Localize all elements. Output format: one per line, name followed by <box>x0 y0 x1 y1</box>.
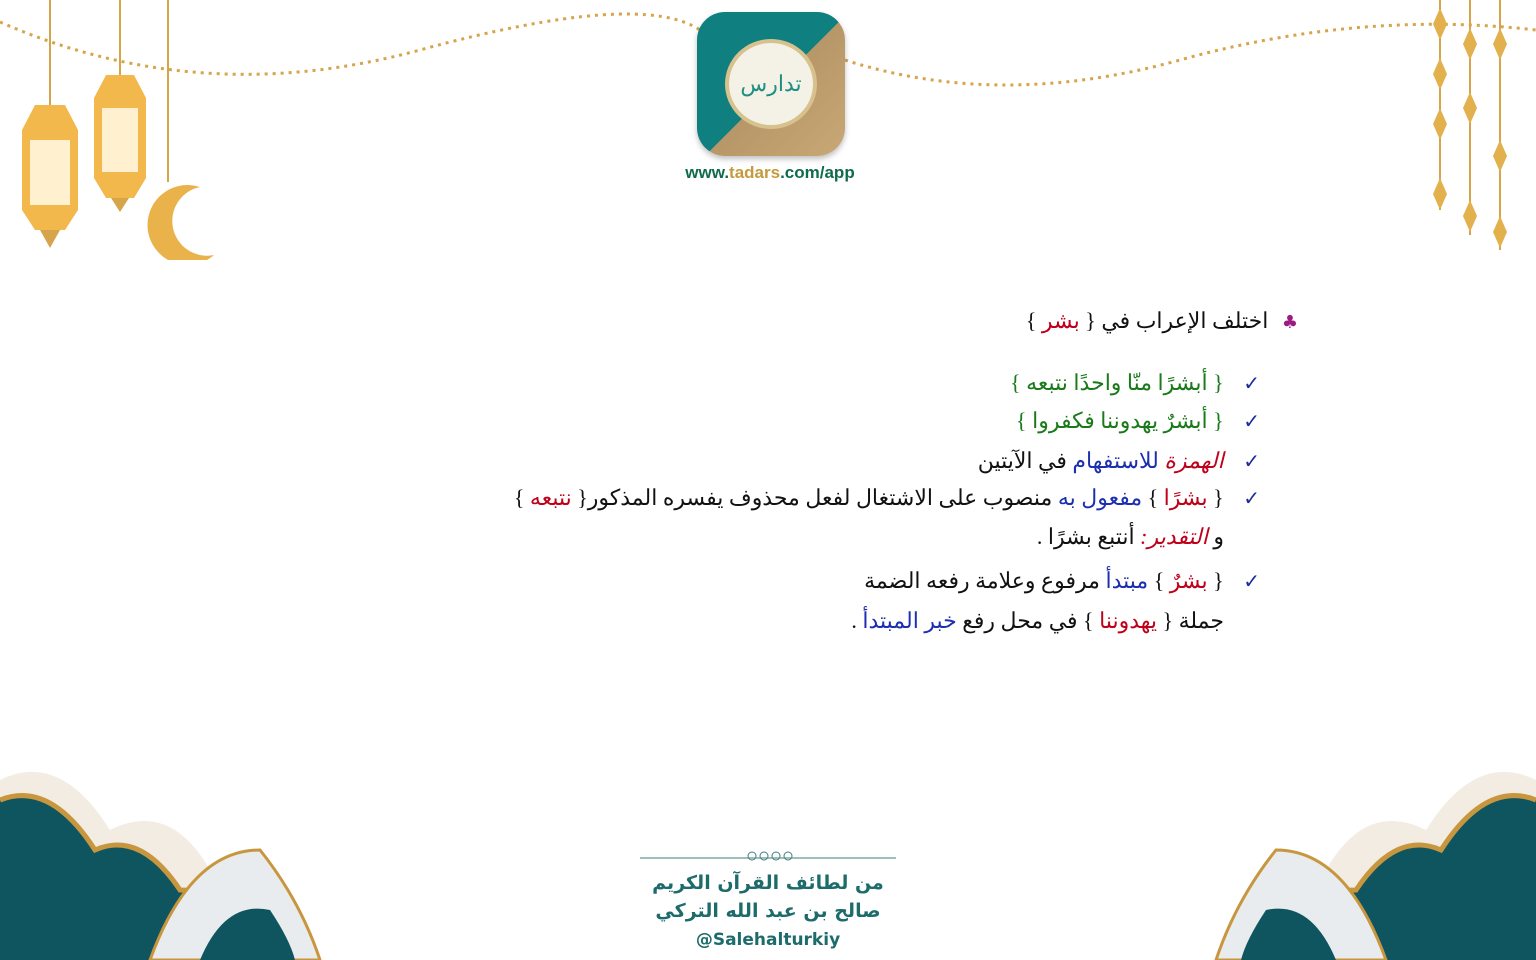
corner-flower-ornament <box>0 740 340 960</box>
club-bullet-icon: ♣ <box>1281 312 1298 333</box>
footer-author: صالح بن عبد الله التركي <box>655 900 881 922</box>
verse-text: { أبشرٌ يهدوننا فكفروا } <box>1016 408 1224 433</box>
logo-word: تدارس <box>740 71 802 97</box>
checkmark-icon: ✓ <box>1243 486 1260 510</box>
item-text: . <box>851 608 857 633</box>
section-heading <box>1026 308 1298 334</box>
brace-open: { <box>1213 485 1224 510</box>
checkmark-icon: ✓ <box>1243 409 1260 433</box>
brace-close: } <box>1147 485 1159 510</box>
corner-flower-ornament <box>1196 740 1536 960</box>
list-item <box>514 485 1260 511</box>
footer-divider-ornament <box>640 848 896 866</box>
term-hamza: الهمزة <box>1164 448 1224 473</box>
site-url-brand: tadars <box>729 163 781 182</box>
checkmark-icon: ✓ <box>1243 371 1260 395</box>
site-url-prefix: www. <box>685 163 730 182</box>
logo-emblem <box>725 39 817 129</box>
footer-title: من لطائف القرآن الكريم <box>652 872 884 894</box>
item-text: أنتبع بشرًا . <box>1036 524 1135 549</box>
word-bashar: بشرٌ <box>1169 568 1208 593</box>
site-url[interactable] <box>620 163 920 183</box>
site-url-suffix: .com/app <box>780 163 855 182</box>
item-text: في الآيتين <box>977 448 1067 473</box>
list-item <box>1016 408 1260 434</box>
word-yahdunana: يهدوننا <box>1099 608 1158 633</box>
item-text: جملة { <box>1162 608 1224 633</box>
list-item <box>1010 370 1260 396</box>
term-istifham: للاستفهام <box>1072 448 1159 473</box>
role-mubtada: مبتدأ <box>1105 568 1149 593</box>
word-bashar: بشرًا <box>1163 485 1208 510</box>
brace-close: } <box>513 485 525 510</box>
list-item <box>864 568 1260 594</box>
item-text: منصوب على الاشتغال لفعل محذوف يفسره المذكور{ <box>577 485 1053 510</box>
checkmark-icon: ✓ <box>1243 569 1260 593</box>
app-logo <box>697 12 845 156</box>
checkmark-icon: ✓ <box>1243 449 1260 473</box>
role-khabar: خبر المبتدأ <box>862 608 957 633</box>
list-item <box>978 448 1260 474</box>
crescent-moon-icon <box>148 0 214 260</box>
item-text: مرفوع وعلامة رفعه الضمة <box>864 568 1100 593</box>
brace-open: { <box>1213 568 1224 593</box>
label-taqdir: التقدير: <box>1140 524 1208 549</box>
hanging-ornament-icon <box>1433 0 1507 250</box>
word-nattabiuhu: نتبعه <box>529 485 572 510</box>
footer-handle[interactable]: @Salehalturkiy <box>695 930 841 950</box>
heading-close: } <box>1025 308 1037 333</box>
list-item-continuation <box>1037 524 1224 550</box>
heading-text: اختلف الإعراب في { <box>1085 308 1269 333</box>
lantern-icon <box>22 0 78 248</box>
item-text: } في محل رفع <box>962 608 1094 633</box>
list-item-continuation <box>851 608 1224 634</box>
heading-word: بشر <box>1041 308 1080 333</box>
verse-text: { أبشرًا منّا واحدًا نتبعه } <box>1010 370 1224 395</box>
lantern-icon <box>94 0 146 212</box>
role-maful: مفعول به <box>1057 485 1143 510</box>
item-text: و <box>1213 524 1224 549</box>
brace-close: } <box>1153 568 1165 593</box>
